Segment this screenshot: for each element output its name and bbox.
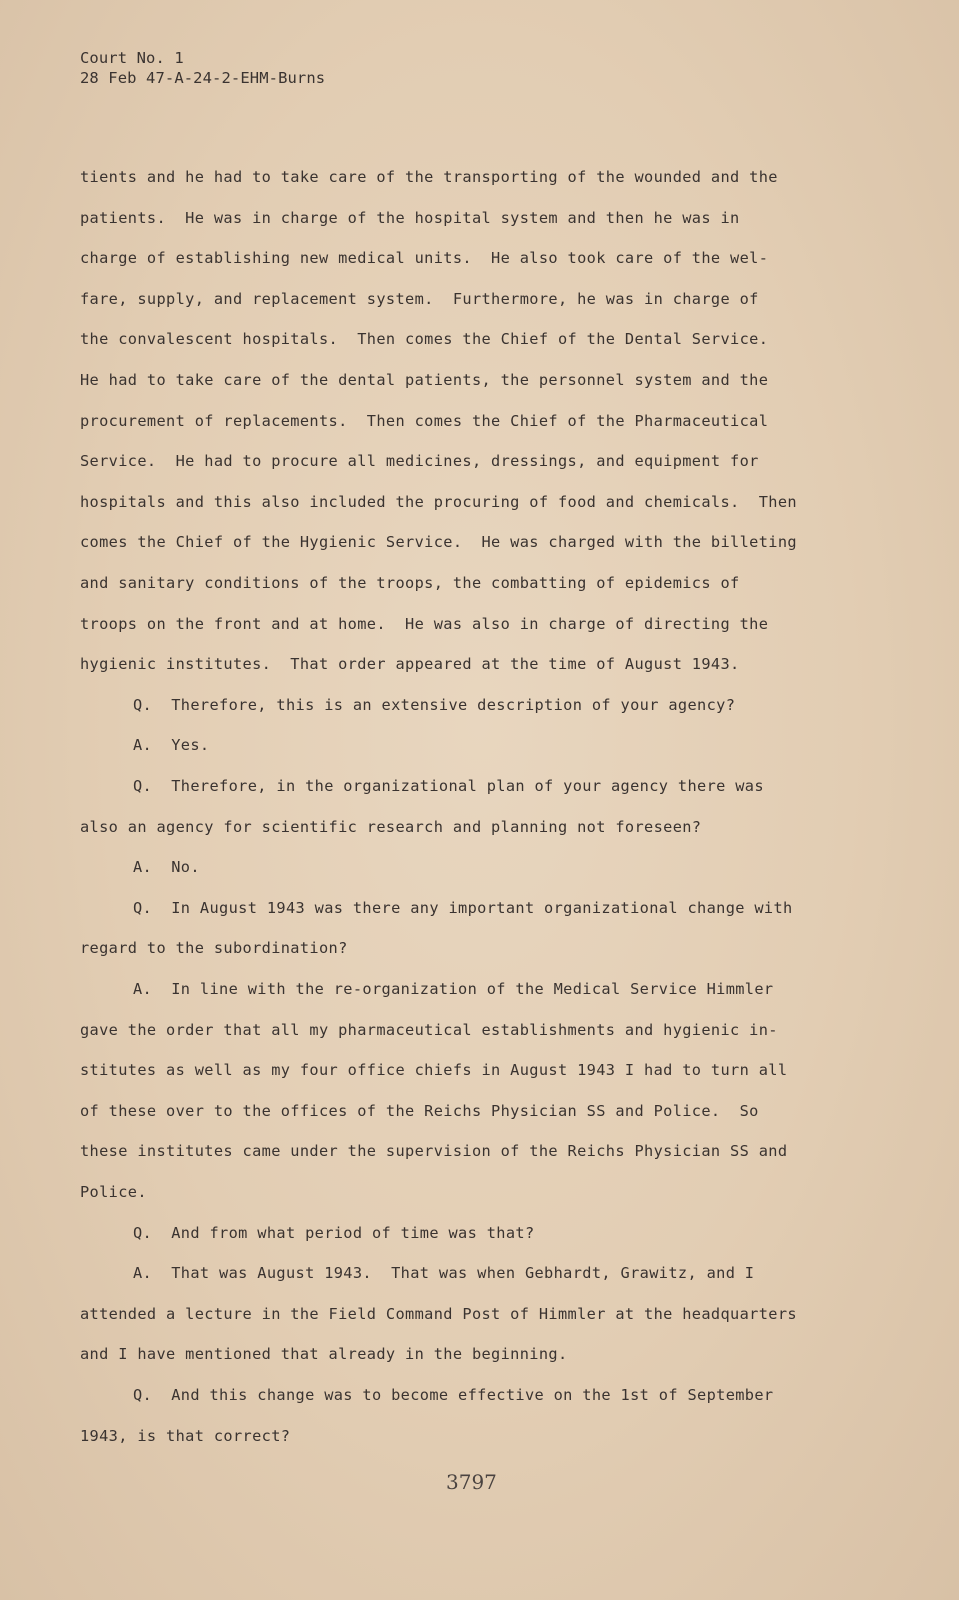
document-header [80, 48, 325, 88]
document-reference: 28 Feb 47-A-24-2-EHM-Burns [80, 69, 326, 87]
transcript-line: tients and he had to take care of the transporting of the wounded and the [80, 168, 778, 186]
transcript-line: Q. And this change was to become effective on the 1st of September [133, 1386, 774, 1404]
page-number: 3797 [446, 1470, 497, 1494]
transcript-line: Police. [80, 1183, 147, 1201]
transcript-line: these institutes came under the supervision of the Reichs Physician SS and [80, 1142, 788, 1161]
transcript-line: Service. He had to procure all medicines, dressings, and equipment for [80, 452, 759, 471]
transcript-line: the convalescent hospitals. Then comes the Chief of the Dental Service. [80, 330, 769, 349]
transcript-line: A. No. [133, 858, 200, 877]
transcript-line: hygienic institutes. That order appeared at the time of August 1943. [80, 655, 740, 674]
transcript-line: also an agency for scientific research and planning not foreseen? [80, 817, 702, 836]
transcript-line: troops on the front and at home. He was also in charge of directing the [80, 614, 769, 633]
transcript-line: procurement of replacements. Then comes the Chief of the Pharmaceutical [80, 411, 769, 430]
transcript-line: fare, supply, and replacement system. Furthermore, he was in charge of [80, 289, 759, 308]
transcript-line: Q. In August 1943 was there any important organizational change with [133, 898, 793, 917]
transcript-line: attended a lecture in the Field Command Post of Himmler at the headquarters [80, 1304, 797, 1323]
transcript-line: charge of establishing new medical units. He also took care of the wel- [80, 249, 769, 268]
transcript-line: Q. And from what period of time was that? [133, 1223, 535, 1242]
transcript-line: comes the Chief of the Hygienic Service. He was charged with the billeting [80, 533, 797, 552]
transcript-line: hospitals and this also included the procuring of food and chemicals. Then [80, 492, 797, 511]
transcript-line: He had to take care of the dental patients, the personnel system and the [80, 371, 769, 389]
transcript-line: Q. Therefore, this is an extensive description of your agency? [133, 695, 736, 714]
transcript-line: regard to the subordination? [80, 939, 348, 958]
transcript-line: and sanitary conditions of the troops, the combatting of epidemics of [80, 574, 740, 592]
transcript-line: Q. Therefore, in the organizational plan of your agency there was [133, 777, 764, 795]
transcript-line: of these over to the offices of the Reichs Physician SS and Police. So [80, 1101, 759, 1120]
court-number: Court No. 1 [80, 49, 184, 67]
transcript-line: gave the order that all my pharmaceutical establishments and hygienic in- [80, 1020, 778, 1039]
transcript-line: A. In line with the re-organization of the Medical Service Himmler [133, 980, 774, 998]
transcript-line: A. Yes. [133, 736, 210, 755]
transcript-line: patients. He was in charge of the hospital system and then he was in [80, 208, 740, 227]
transcript-line: stitutes as well as my four office chiefs in August 1943 I had to turn all [80, 1061, 788, 1080]
transcript-line: and I have mentioned that already in the beginning. [80, 1345, 568, 1364]
transcript-line: 1943, is that correct? [80, 1426, 291, 1445]
transcript-line: A. That was August 1943. That was when Gebhardt, Grawitz, and I [133, 1264, 755, 1283]
